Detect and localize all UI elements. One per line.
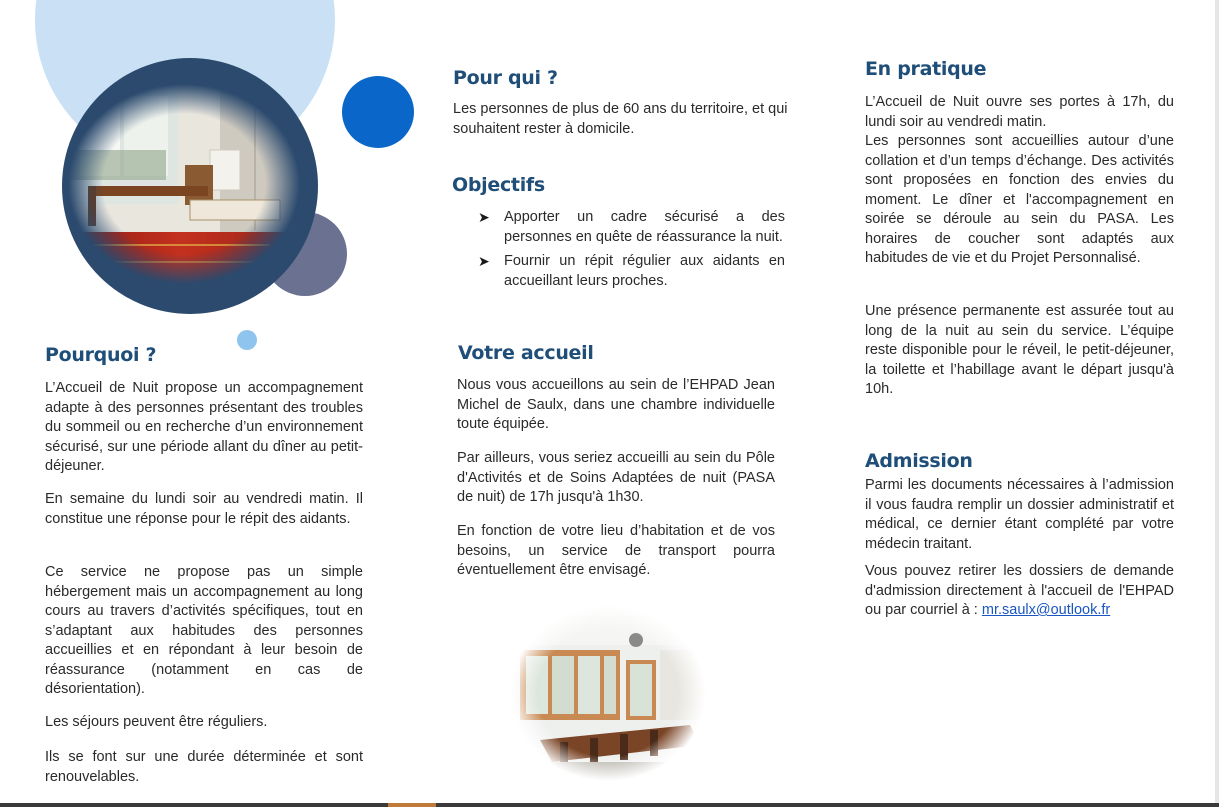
accueil-paragraph-1: Nous vous accueillons au sein de l’EHPAD Jean Michel de Saulx, dans une chambre individuelle toute équipée. xyxy=(457,377,775,432)
page-edge xyxy=(1215,0,1219,807)
arrow-bullet-icon: ➤ xyxy=(478,253,490,269)
pratique-paragraph-2: Les personnes sont accueillies autour d’une collation et d’un temps d’échange. Des activités sont proposées en fonction des envies du moment. Le dîner et l'accompagnement en soirée se déroule au sein du PASA. Les horaires de coucher sont adaptés aux habitudes de vie et du Projet Personnalisé. xyxy=(865,133,1174,266)
objectifs-list xyxy=(474,208,785,296)
email-link[interactable]: mr.saulx@outlook.fr xyxy=(981,602,1111,618)
objectif-item xyxy=(474,208,785,247)
dining-room-photo xyxy=(508,605,708,785)
admission-paragraph-2 xyxy=(865,562,1174,621)
pour-qui-paragraph: Les personnes de plus de 60 ans du territoire, et qui souhaitent rester à domicile. xyxy=(453,101,788,137)
bottom-accent-mark xyxy=(388,803,436,807)
admission-heading: Admission xyxy=(865,450,973,472)
pourquoi-heading: Pourquoi ? xyxy=(45,344,157,366)
small-light-blue-dot xyxy=(237,330,257,350)
en-pratique-heading: En pratique xyxy=(865,58,987,80)
accueil-paragraph-2: Par ailleurs, vous seriez accueilli au sein du Pôle d'Activités et de Soins Adaptées de nuit (PASA de nuit) de 17h jusqu'à 1h30. xyxy=(457,450,775,505)
pratique-paragraph-1: L’Accueil de Nuit ouvre ses portes à 17h, du lundi soir au vendredi matin. xyxy=(865,94,1174,130)
arrow-bullet-icon: ➤ xyxy=(478,209,490,225)
bright-blue-circle xyxy=(342,76,414,148)
pourquoi-paragraph-4: Les séjours peuvent être réguliers. xyxy=(45,714,268,730)
pourquoi-paragraph-5: Ils se font sur une durée déterminée et sont renouvelables. xyxy=(45,749,363,785)
objectif-item xyxy=(474,252,785,291)
pour-qui-heading: Pour qui ? xyxy=(453,67,558,89)
objectifs-heading: Objectifs xyxy=(452,174,545,196)
admission-paragraph-1: Parmi les documents nécessaires à l’admission il vous faudra remplir un dossier administratif et médical, ce dernier étant complété par votre médecin traitant. xyxy=(865,477,1174,552)
pourquoi-paragraph-2: En semaine du lundi soir au vendredi matin. Il constitue une réponse pour le répit des aidants. xyxy=(45,491,363,527)
objectif-text: Apporter un cadre sécurisé a des personnes en quête de réassurance la nuit. xyxy=(504,209,785,245)
objectif-text: Fournir un répit régulier aux aidants en accueillant leurs proches. xyxy=(504,253,785,289)
votre-accueil-heading: Votre accueil xyxy=(458,342,594,364)
pratique-paragraph-3: Une présence permanente est assurée tout au long de la nuit au sein du service. L’équipe reste disponible pour le réveil, le petit-déjeuner, la toilette et l’habillage avant le départ jusqu'à 10h. xyxy=(865,303,1174,397)
pourquoi-paragraph-1: L’Accueil de Nuit propose un accompagnement adapte à des personnes présentant des troubles du sommeil ou en recherche d’un environnement sécurisé, sur une période allant du dîner au petit-déjeuner. xyxy=(45,380,363,474)
pourquoi-paragraph-3: Ce service ne propose pas un simple hébergement mais un accompagnement au long cours au travers d’activités spécifiques, tout en s’adaptant aux habitudes des personnes accueillies et en répondant à leur besoin de réassurance (notamment en cas de désorientation). xyxy=(45,564,363,697)
bottom-border xyxy=(0,803,1219,807)
admission-text: Vous pouvez retirer les dossiers de demande d'admission directement à l'accueil de l'EHPAD ou par courriel à : xyxy=(865,563,1174,618)
bedroom-photo xyxy=(60,84,300,290)
accueil-paragraph-3: En fonction de votre lieu d’habitation et de vos besoins, un service de transport pourra éventuellement être envisagé. xyxy=(457,523,775,578)
